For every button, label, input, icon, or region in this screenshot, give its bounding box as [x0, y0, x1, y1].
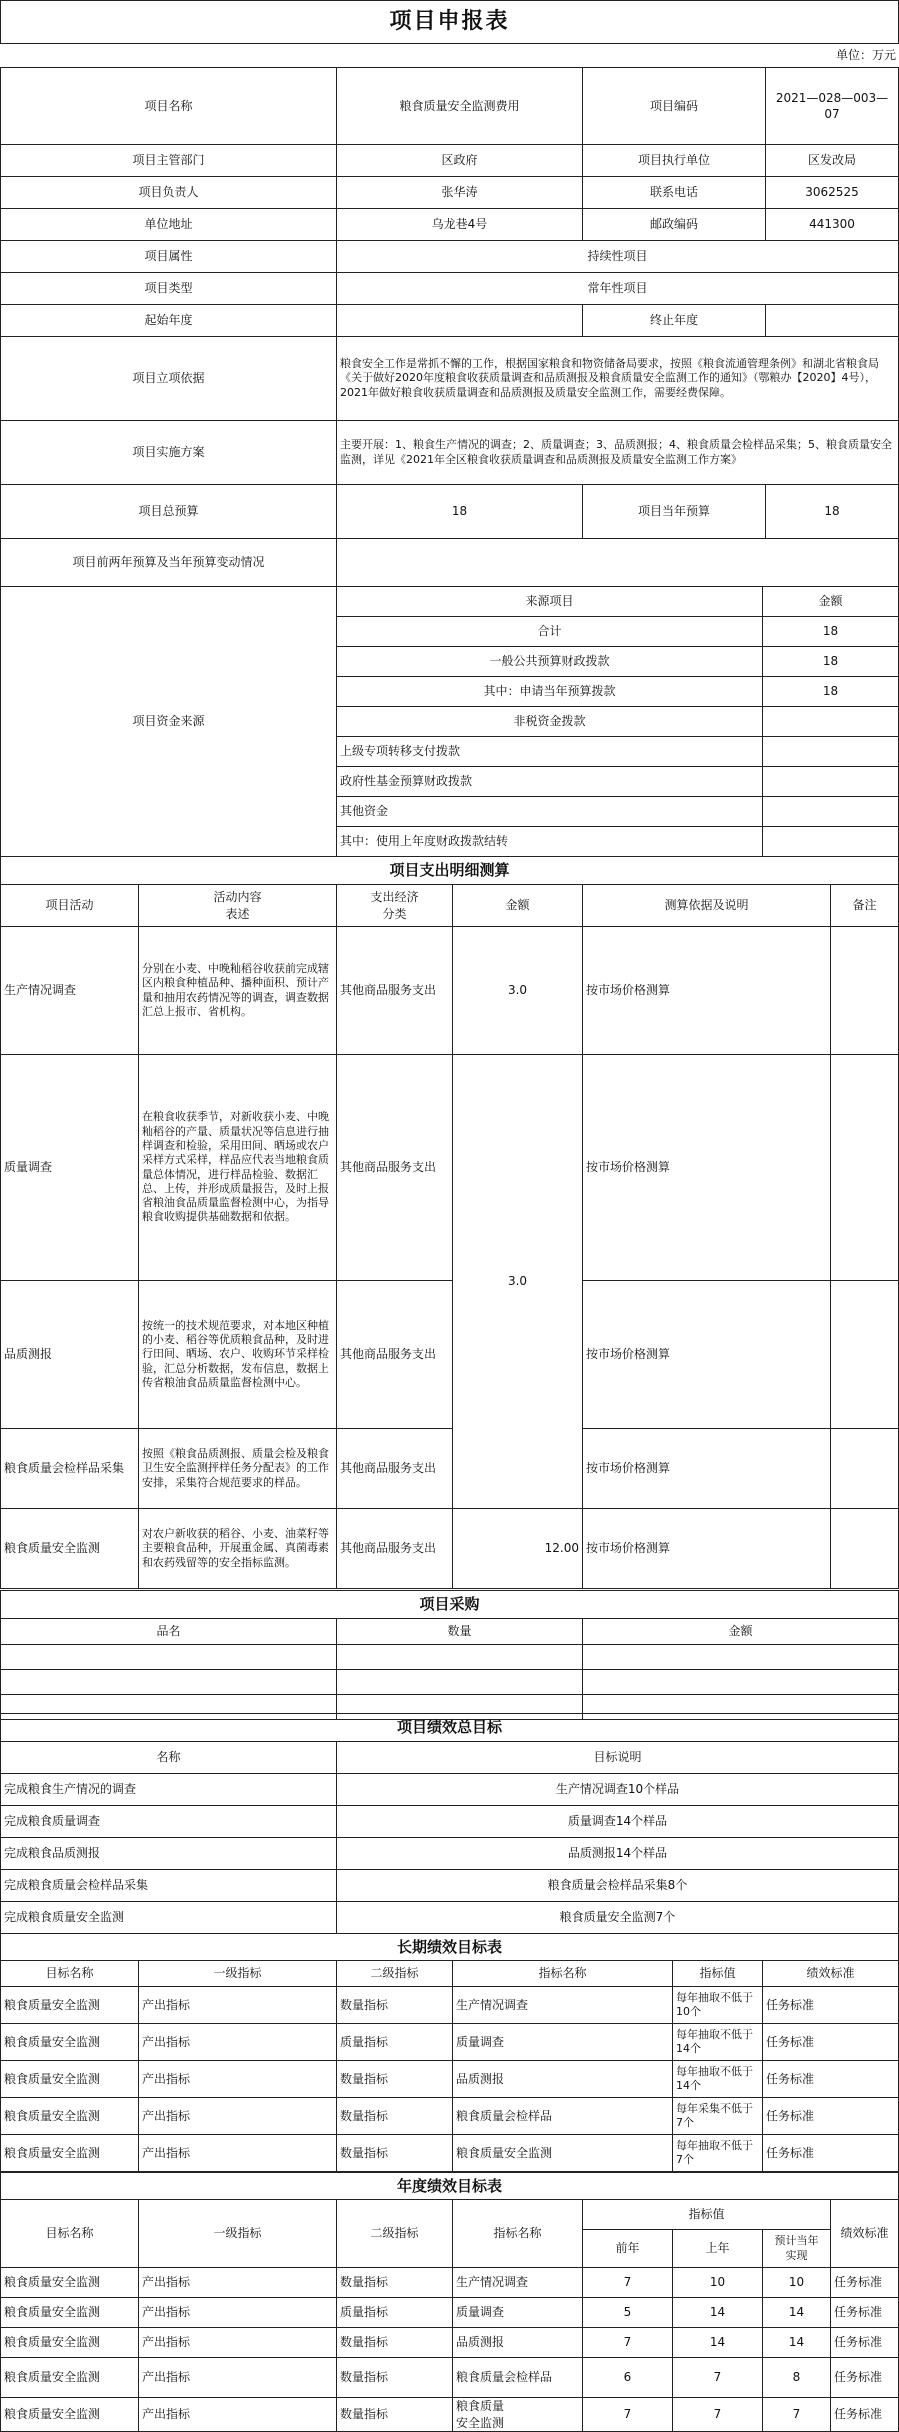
- annual-cell: 14: [762, 2297, 831, 2328]
- expense-activity: 粮食质量会检样品采集: [0, 1428, 139, 1509]
- annual-header: 指标名称: [452, 2199, 583, 2268]
- project-name-label: 项目名称: [0, 67, 337, 145]
- funding-label: 项目资金来源: [0, 586, 337, 857]
- dept-label-2: 项目执行单位: [582, 144, 766, 177]
- longterm-cell: 每年抽取不低于10个: [672, 1986, 763, 2024]
- expense-note: [830, 926, 899, 1055]
- expense-category: 其他商品服务支出: [336, 926, 453, 1055]
- expense-category: 其他商品服务支出: [336, 1428, 453, 1509]
- longterm-cell: 产出指标: [138, 2023, 337, 2061]
- purchase-empty-cell: [582, 1644, 899, 1670]
- annual-cell: 14: [672, 2327, 763, 2358]
- longterm-cell: 任务标准: [762, 2060, 899, 2098]
- longterm-cell: 每年抽取不低于14个: [672, 2023, 763, 2061]
- funding-row-amount: [762, 706, 899, 737]
- project-name-label-2: 项目编码: [582, 67, 766, 145]
- funding-row-amount: [762, 766, 899, 797]
- form-title: 项目申报表: [0, 0, 899, 44]
- purchase-empty-cell: [336, 1669, 583, 1695]
- annual-header: 预计当年 实现: [762, 2229, 831, 2268]
- longterm-header: 绩效标准: [762, 1960, 899, 1987]
- longterm-cell: 生产情况调查: [452, 1986, 673, 2024]
- expense-content: 分别在小麦、中晚籼稻谷收获前完成辖区内粮食种植品种、播种面积、预计产量和抽用农药情况等的调查，调查数据汇总上报市、省机构。: [138, 926, 337, 1055]
- expense-note: [830, 1428, 899, 1509]
- annual-cell: 7: [672, 2357, 763, 2398]
- overall-header-name: 名称: [0, 1741, 337, 1774]
- annual-cell: 粮食质量安全监测: [0, 2297, 139, 2328]
- annual-header-group: 指标值: [582, 2199, 831, 2230]
- funding-row-amount: [762, 736, 899, 767]
- dept-value: 区政府: [336, 144, 583, 177]
- expense-header: 活动内容 表述: [138, 884, 337, 927]
- overall-row-name: 完成粮食质量安全监测: [0, 1901, 337, 1934]
- budget-value-2: 18: [765, 484, 899, 539]
- funding-row-source: 其他资金: [336, 796, 763, 827]
- expense-content: 在粮食收获季节，对新收获小麦、中晚籼稻谷的产量、质量状况等信息进行抽样调查和检验，采用田间、晒场或农户采样方式采样，样品应代表当地粮食质量总体情况，进行样品检验、数据汇总、上传，并形成质量报告，及时上报省粮油食品质量监督检测中心，为指导粮食收购提供基础数据和依据。: [138, 1054, 337, 1281]
- purchase-section-title: 项目采购: [0, 1590, 899, 1619]
- longterm-cell: 产出指标: [138, 1986, 337, 2024]
- address-value: 乌龙巷4号: [336, 208, 583, 241]
- funding-row-amount: [762, 796, 899, 827]
- longterm-cell: 任务标准: [762, 2134, 899, 2172]
- expense-activity: 质量调查: [0, 1054, 139, 1281]
- budget-change-label: 项目前两年预算及当年预算变动情况: [0, 538, 337, 587]
- purchase-header: 金额: [582, 1618, 899, 1645]
- dept-label: 项目主管部门: [0, 144, 337, 177]
- annual-section-title: 年度绩效目标表: [0, 2172, 899, 2200]
- longterm-cell: 粮食质量会检样品: [452, 2097, 673, 2135]
- funding-row-source: 合计: [336, 616, 763, 647]
- longterm-section-title: 长期绩效目标表: [0, 1933, 899, 1961]
- longterm-header: 指标值: [672, 1960, 763, 1987]
- longterm-cell: 品质测报: [452, 2060, 673, 2098]
- overall-row-name: 完成粮食质量调查: [0, 1805, 337, 1838]
- annual-cell: 数量指标: [336, 2357, 453, 2398]
- type-value: 常年性项目: [336, 272, 899, 305]
- longterm-cell: 数量指标: [336, 2097, 453, 2135]
- expense-activity: 生产情况调查: [0, 926, 139, 1055]
- annual-cell: 产出指标: [138, 2397, 337, 2432]
- expense-basis: 按市场价格测算: [582, 926, 831, 1055]
- overall-header-desc: 目标说明: [336, 1741, 899, 1774]
- annual-cell: 任务标准: [830, 2357, 899, 2398]
- funding-row-source: 非税资金拨款: [336, 706, 763, 737]
- purchase-empty-cell: [0, 1669, 337, 1695]
- overall-row-desc: 粮食质量安全监测7个: [336, 1901, 899, 1934]
- start-year-label-2: 终止年度: [582, 304, 766, 337]
- annual-cell: 粮食质量会检样品: [452, 2357, 583, 2398]
- annual-cell: 品质测报: [452, 2327, 583, 2358]
- longterm-header: 一级指标: [138, 1960, 337, 1987]
- annual-cell: 14: [762, 2327, 831, 2358]
- longterm-cell: 粮食质量安全监测: [0, 2134, 139, 2172]
- longterm-cell: 每年抽取不低于14个: [672, 2060, 763, 2098]
- owner-label-2: 联系电话: [582, 176, 766, 209]
- owner-value: 张华涛: [336, 176, 583, 209]
- dept-value-2: 区发改局: [765, 144, 899, 177]
- expense-basis: 按市场价格测算: [582, 1428, 831, 1509]
- address-value-2: 441300: [765, 208, 899, 241]
- expense-basis: 按市场价格测算: [582, 1054, 831, 1281]
- funding-row-amount: 18: [762, 676, 899, 707]
- funding-row-source: 一般公共预算财政拨款: [336, 646, 763, 677]
- annual-header: 二级指标: [336, 2199, 453, 2268]
- project-name-value: 粮食质量安全监测费用: [336, 67, 583, 145]
- funding-row-source: 政府性基金预算财政拨款: [336, 766, 763, 797]
- expense-header: 测算依据及说明: [582, 884, 831, 927]
- unit-label: 单位：万元: [835, 48, 896, 63]
- longterm-cell: 产出指标: [138, 2097, 337, 2135]
- expense-activity: 品质测报: [0, 1280, 139, 1429]
- expense-content: 对农户新收获的稻谷、小麦、油菜籽等主要粮食品种，开展重金属、真菌毒素和农药残留等的安全指标监测。: [138, 1508, 337, 1589]
- annual-cell: 数量指标: [336, 2267, 453, 2298]
- annual-cell: 粮食质量安全监测: [0, 2267, 139, 2298]
- longterm-header: 目标名称: [0, 1960, 139, 1987]
- annual-cell: 产出指标: [138, 2327, 337, 2358]
- expense-header: 支出经济 分类: [336, 884, 453, 927]
- longterm-cell: 每年采集不低于7个: [672, 2097, 763, 2135]
- annual-cell: 14: [672, 2297, 763, 2328]
- expense-category: 其他商品服务支出: [336, 1054, 453, 1281]
- overall-row-name: 完成粮食生产情况的调查: [0, 1773, 337, 1806]
- start-year-label: 起始年度: [0, 304, 337, 337]
- purchase-empty-cell: [582, 1669, 899, 1695]
- start-year-value: [336, 304, 583, 337]
- annual-cell: 粮食质量 安全监测: [452, 2397, 583, 2432]
- address-label-2: 邮政编码: [582, 208, 766, 241]
- annual-cell: 7: [762, 2397, 831, 2432]
- annual-cell: 任务标准: [830, 2397, 899, 2432]
- annual-cell: 数量指标: [336, 2397, 453, 2432]
- longterm-cell: 每年抽取不低于7个: [672, 2134, 763, 2172]
- address-label: 单位地址: [0, 208, 337, 241]
- plan-label: 项目实施方案: [0, 420, 337, 485]
- expense-note: [830, 1280, 899, 1429]
- annual-cell: 产出指标: [138, 2357, 337, 2398]
- expense-header: 金额: [452, 884, 583, 927]
- longterm-cell: 粮食质量安全监测: [0, 2023, 139, 2061]
- expense-basis: 按市场价格测算: [582, 1280, 831, 1429]
- funding-row-amount: 18: [762, 646, 899, 677]
- funding-col-source: 来源项目: [336, 586, 763, 617]
- budget-label-2: 项目当年预算: [582, 484, 766, 539]
- purchase-header: 品名: [0, 1618, 337, 1645]
- overall-row-desc: 质量调查14个样品: [336, 1805, 899, 1838]
- expense-category: 其他商品服务支出: [336, 1280, 453, 1429]
- overall-row-name: 完成粮食质量会检样品采集: [0, 1869, 337, 1902]
- annual-cell: 7: [672, 2397, 763, 2432]
- expense-note: [830, 1508, 899, 1589]
- project-name-value-2: 2021—028—003—07: [765, 67, 899, 145]
- expense-category: 其他商品服务支出: [336, 1508, 453, 1589]
- purchase-empty-cell: [336, 1644, 583, 1670]
- expense-note: [830, 1054, 899, 1281]
- type-label: 项目类型: [0, 272, 337, 305]
- funding-row-source: 上级专项转移支付拨款: [336, 736, 763, 767]
- overall-row-desc: 粮食质量会检样品采集8个: [336, 1869, 899, 1902]
- budget-label: 项目总预算: [0, 484, 337, 539]
- budget-value: 18: [336, 484, 583, 539]
- annual-cell: 粮食质量安全监测: [0, 2397, 139, 2432]
- overall-section-title: 项目绩效总目标: [0, 1713, 899, 1742]
- annual-cell: 10: [672, 2267, 763, 2298]
- annual-cell: 产出指标: [138, 2297, 337, 2328]
- annual-cell: 6: [582, 2357, 673, 2398]
- annual-header: 目标名称: [0, 2199, 139, 2268]
- overall-row-desc: 品质测报14个样品: [336, 1837, 899, 1870]
- overall-row-name: 完成粮食品质测报: [0, 1837, 337, 1870]
- annual-cell: 8: [762, 2357, 831, 2398]
- basis-label: 项目立项依据: [0, 336, 337, 421]
- annual-cell: 7: [582, 2267, 673, 2298]
- longterm-cell: 数量指标: [336, 2134, 453, 2172]
- annual-header: 绩效标准: [830, 2199, 899, 2268]
- budget-change-value: [336, 538, 899, 587]
- purchase-header: 数量: [336, 1618, 583, 1645]
- longterm-cell: 产出指标: [138, 2060, 337, 2098]
- annual-cell: 任务标准: [830, 2297, 899, 2328]
- longterm-header: 二级指标: [336, 1960, 453, 1987]
- plan-text: 主要开展：1、粮食生产情况的调查；2、质量调查；3、品质测报；4、粮食质量会检样品采集；5、粮食质量安全监测，详见《2021年全区粮食收获质量调查和品质测报及质量安全监测工作方案》: [336, 420, 899, 485]
- expense-header: 项目活动: [0, 884, 139, 927]
- longterm-cell: 粮食质量安全监测: [0, 2060, 139, 2098]
- annual-cell: 生产情况调查: [452, 2267, 583, 2298]
- expense-section-title: 项目支出明细测算: [0, 856, 899, 885]
- longterm-cell: 任务标准: [762, 2023, 899, 2061]
- annual-cell: 任务标准: [830, 2327, 899, 2358]
- annual-cell: 质量调查: [452, 2297, 583, 2328]
- attr-label: 项目属性: [0, 240, 337, 273]
- annual-cell: 5: [582, 2297, 673, 2328]
- attr-value: 持续性项目: [336, 240, 899, 273]
- annual-header: 一级指标: [138, 2199, 337, 2268]
- longterm-cell: 粮食质量安全监测: [0, 1986, 139, 2024]
- expense-amount: 3.0: [452, 926, 583, 1055]
- overall-row-desc: 生产情况调查10个样品: [336, 1773, 899, 1806]
- longterm-cell: 任务标准: [762, 2097, 899, 2135]
- longterm-header: 指标名称: [452, 1960, 673, 1987]
- funding-col-amount: 金额: [762, 586, 899, 617]
- longterm-cell: 任务标准: [762, 1986, 899, 2024]
- basis-text: 粮食安全工作是常抓不懈的工作，根据国家粮食和物资储备局要求，按照《粮食流通管理条例》和湖北省粮食局《关于做好2020年度粮食收获质量调查和品质测报及粮食质量安全监测工作的通知》（鄂粮办【2020】4号），2021年做好粮食收获质量调查和品质测报及质量安全监测工作，需要经费保障。: [336, 336, 899, 421]
- expense-basis: 按市场价格测算: [582, 1508, 831, 1589]
- purchase-empty-cell: [0, 1644, 337, 1670]
- annual-cell: 质量指标: [336, 2297, 453, 2328]
- annual-cell: 7: [582, 2397, 673, 2432]
- annual-header: 前年: [582, 2229, 673, 2268]
- expense-content: 按照《粮食品质测报、质量会检及粮食卫生安全监测抨样任务分配表》的工作安排，采集符合规范要求的样品。: [138, 1428, 337, 1509]
- owner-label: 项目负责人: [0, 176, 337, 209]
- start-year-value-2: [765, 304, 899, 337]
- funding-row-amount: [762, 826, 899, 857]
- annual-cell: 粮食质量安全监测: [0, 2327, 139, 2358]
- annual-cell: 任务标准: [830, 2267, 899, 2298]
- owner-value-2: 3062525: [765, 176, 899, 209]
- longterm-cell: 粮食质量安全监测: [0, 2097, 139, 2135]
- funding-row-source: 其中：申请当年预算拨款: [336, 676, 763, 707]
- annual-cell: 产出指标: [138, 2267, 337, 2298]
- annual-cell: 7: [582, 2327, 673, 2358]
- annual-header: 上年: [672, 2229, 763, 2268]
- longterm-cell: 质量调查: [452, 2023, 673, 2061]
- annual-cell: 粮食质量安全监测: [0, 2357, 139, 2398]
- annual-cell: 数量指标: [336, 2327, 453, 2358]
- expense-content: 按统一的技术规范要求，对本地区种植的小麦、稻谷等优质粮食品种，及时进行田间、晒场、农户、收购环节采样检验，汇总分析数据，发布信息，数据上传省粮油食品质量监督检测中心。: [138, 1280, 337, 1429]
- longterm-cell: 数量指标: [336, 2060, 453, 2098]
- expense-amount: 12.00: [452, 1508, 583, 1589]
- longterm-cell: 粮食质量安全监测: [452, 2134, 673, 2172]
- expense-amount-merged: 3.0: [452, 1054, 583, 1509]
- annual-cell: 10: [762, 2267, 831, 2298]
- expense-activity: 粮食质量安全监测: [0, 1508, 139, 1589]
- expense-header: 备注: [830, 884, 899, 927]
- funding-row-amount: 18: [762, 616, 899, 647]
- funding-row-source: 其中：使用上年度财政拨款结转: [336, 826, 763, 857]
- longterm-cell: 数量指标: [336, 1986, 453, 2024]
- longterm-cell: 产出指标: [138, 2134, 337, 2172]
- longterm-cell: 质量指标: [336, 2023, 453, 2061]
